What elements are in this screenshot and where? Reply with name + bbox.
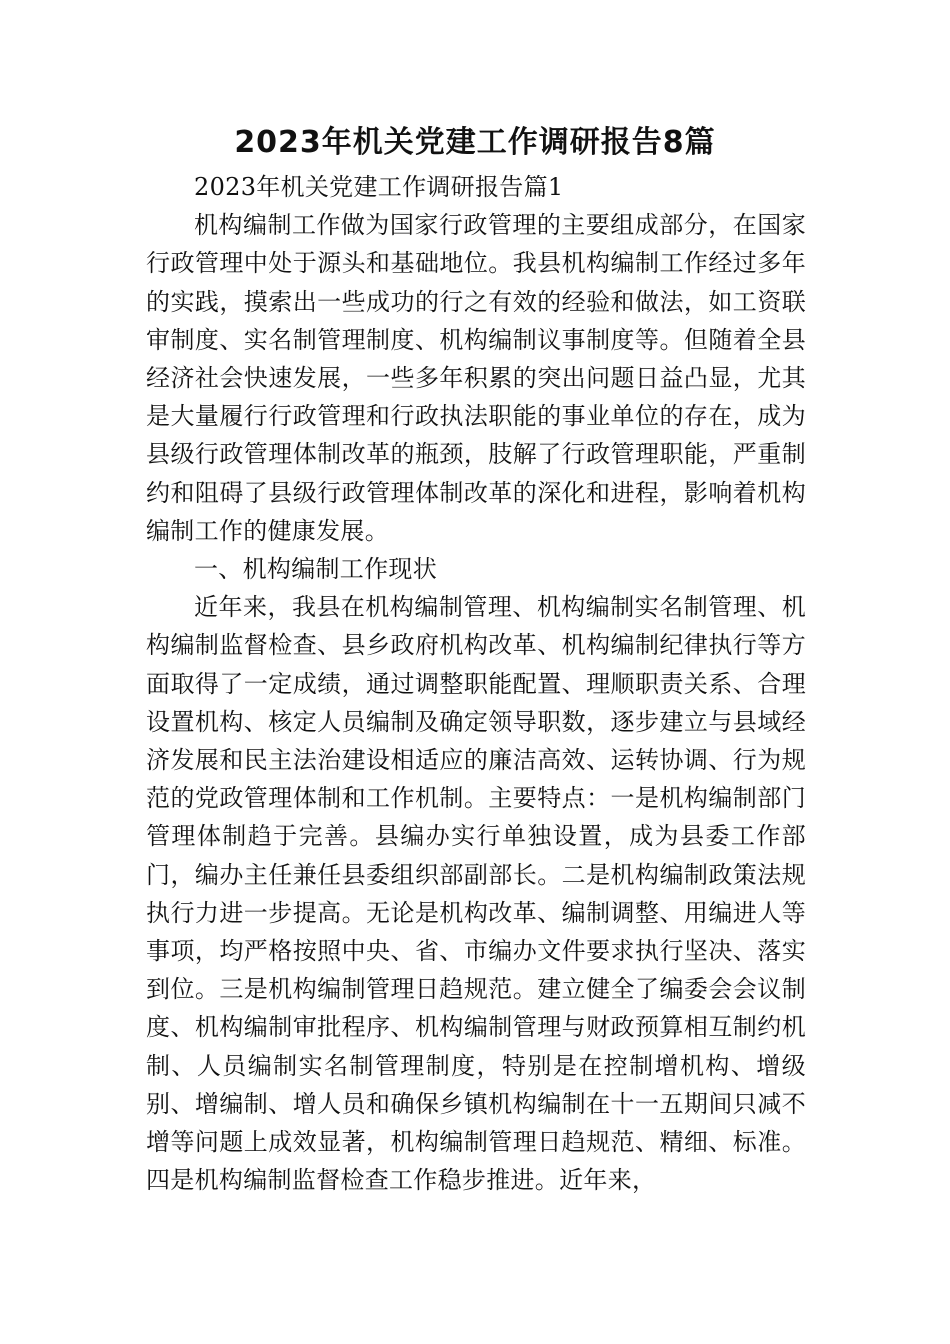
document-subtitle: 2023年机关党建工作调研报告篇1 xyxy=(194,173,564,201)
paragraph-status: 近年来，我县在机构编制管理、机构编制实名制管理、机构编制监督检查、县乡政府机构改革、机构编制纪律执行等方面取得了一定成绩，通过调整职能配置、理顺职责关系、合理设置机构、核定人员编制及确定领导职数，逐步建立与县域经济发展和民主法治建设相适应的廉洁高效、运转协调、行为规范的党政管理体制和工作机制。主要特点：一是机构编制部门管理体制趋于完善。县编办实行单独设置，成为县委工作部门，编办主任兼任县委组织部副部长。二是机构编制政策法规执行力进一步提高。无论是机构改革、编制调整、用编进人等事项，均严格按照中央、省、市编办文件要求执行坚决、落实到位。三是机构编制管理日趋规范。建立健全了编委会会议制度、机构编制审批程序、机构编制管理与财政预算相互制约机制、人员编制实名制管理制度，特别是在控制增机构、增级别、增编制、增人员和确保乡镇机构编制在十一五期间只减不增等问题上成效显著，机构编制管理日趋规范、精细、标准。四是机构编制监督检查工作稳步推进。近年来， xyxy=(146,593,806,1195)
document-title: 2023年机关党建工作调研报告8篇 xyxy=(234,125,716,160)
section-heading: 一、机构编制工作现状 xyxy=(194,555,437,584)
document-body xyxy=(146,168,806,1199)
paragraph-intro: 机构编制工作做为国家行政管理的主要组成部分，在国家行政管理中处于源头和基础地位。我县机构编制工作经过多年的实践，摸索出一些成功的行之有效的经验和做法，如工资联审制度、实名制管理制度、机构编制议事制度等。但随着全县经济社会快速发展，一些多年积累的突出问题日益凸显，尤其是大量履行行政管理和行政执法职能的事业单位的存在，成为县级行政管理体制改革的瓶颈，肢解了行政管理职能，严重制约和阻碍了县级行政管理体制改革的深化和进程，影响着机构编制工作的健康发展。 xyxy=(146,211,806,545)
